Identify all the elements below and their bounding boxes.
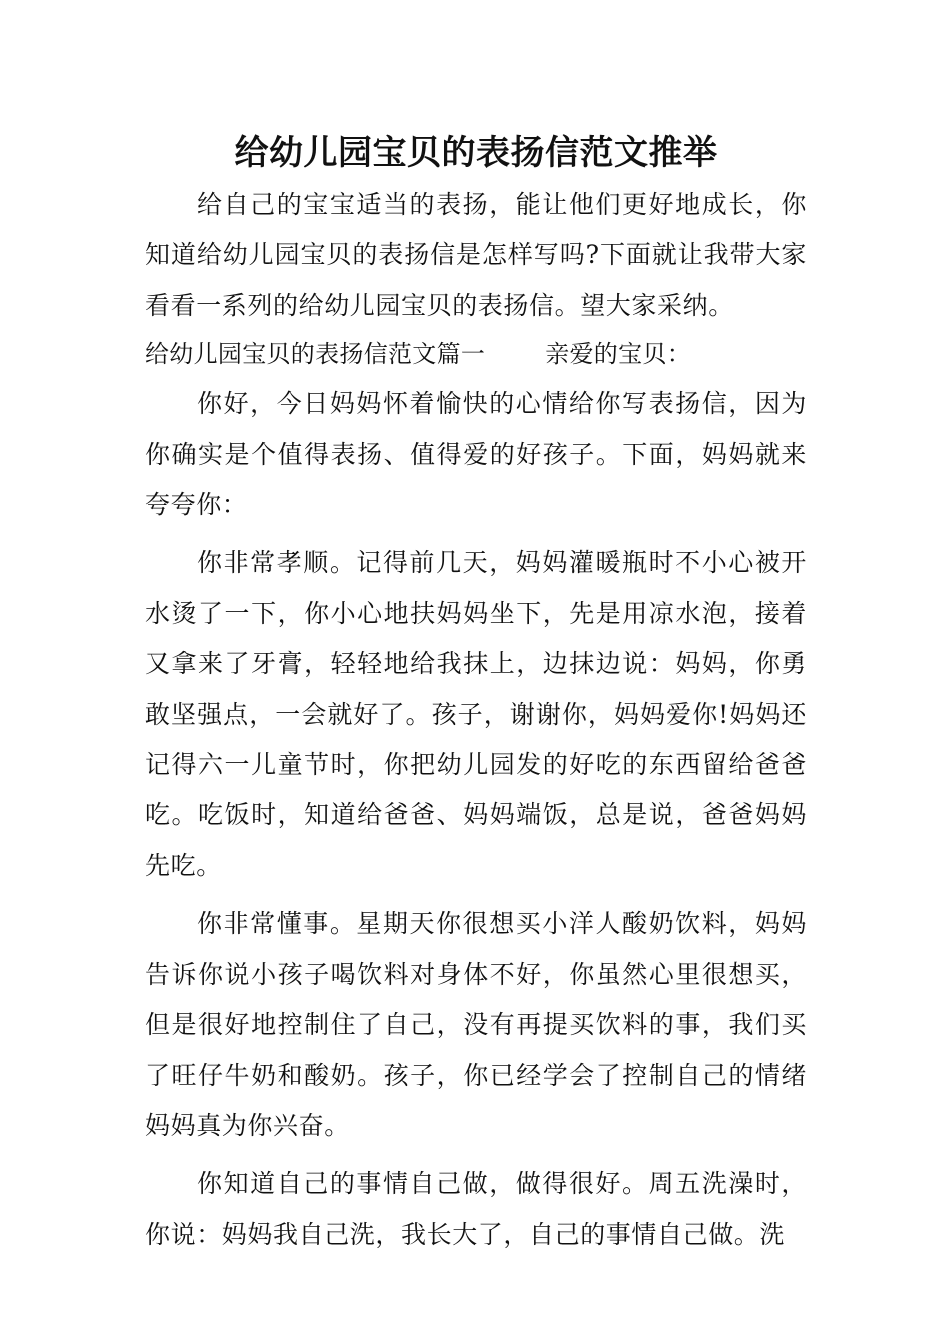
body-paragraph: 你知道自己的事情自己做，做得很好。周五洗澡时，你说：妈妈我自己洗，我长大了，自己的事情自己做。洗 — [145, 1169, 807, 1249]
intro-paragraph: 给自己的宝宝适当的表扬，能让他们更好地成长，你知道给幼儿园宝贝的表扬信是怎样写吗?下面就让我带大家看看一系列的给幼儿园宝贝的表扬信。望大家采纳。 — [145, 190, 807, 320]
body-paragraph: 你好，今日妈妈怀着愉快的心情给你写表扬信，因为你确实是个值得表扬、值得爱的好孩子。下面，妈妈就来夸夸你： — [145, 389, 807, 520]
section-heading-row — [145, 331, 807, 377]
section-heading: 给幼儿园宝贝的表扬信范文篇一 — [145, 340, 486, 369]
body-paragraph: 你非常孝顺。记得前几天，妈妈灌暖瓶时不小心被开水烫了一下，你小心地扶妈妈坐下，先是用凉水泡，接着又拿来了牙膏，轻轻地给我抹上，边抹边说：妈妈，你勇敢坚强点，一会就好了。孩子，谢谢你，妈妈爱你!妈妈还记得六一儿童节时，你把幼儿园发的好吃的东西留给爸爸吃。吃饭时，知道给爸爸、妈妈端饭，总是说，爸爸妈妈先吃。 — [145, 548, 807, 880]
document-page — [145, 128, 807, 1260]
salutation: 亲爱的宝贝： — [545, 340, 692, 369]
document-title: 给幼儿园宝贝的表扬信范文推举 — [234, 133, 718, 173]
body-paragraph: 你非常懂事。星期天你很想买小洋人酸奶饮料，妈妈告诉你说小孩子喝饮料对身体不好，你虽然心里很想买，但是很好地控制住了自己，没有再提买饮料的事，我们买了旺仔牛奶和酸奶。孩子，你已经学会了控制自己的情绪妈妈真为你兴奋。 — [145, 909, 807, 1140]
